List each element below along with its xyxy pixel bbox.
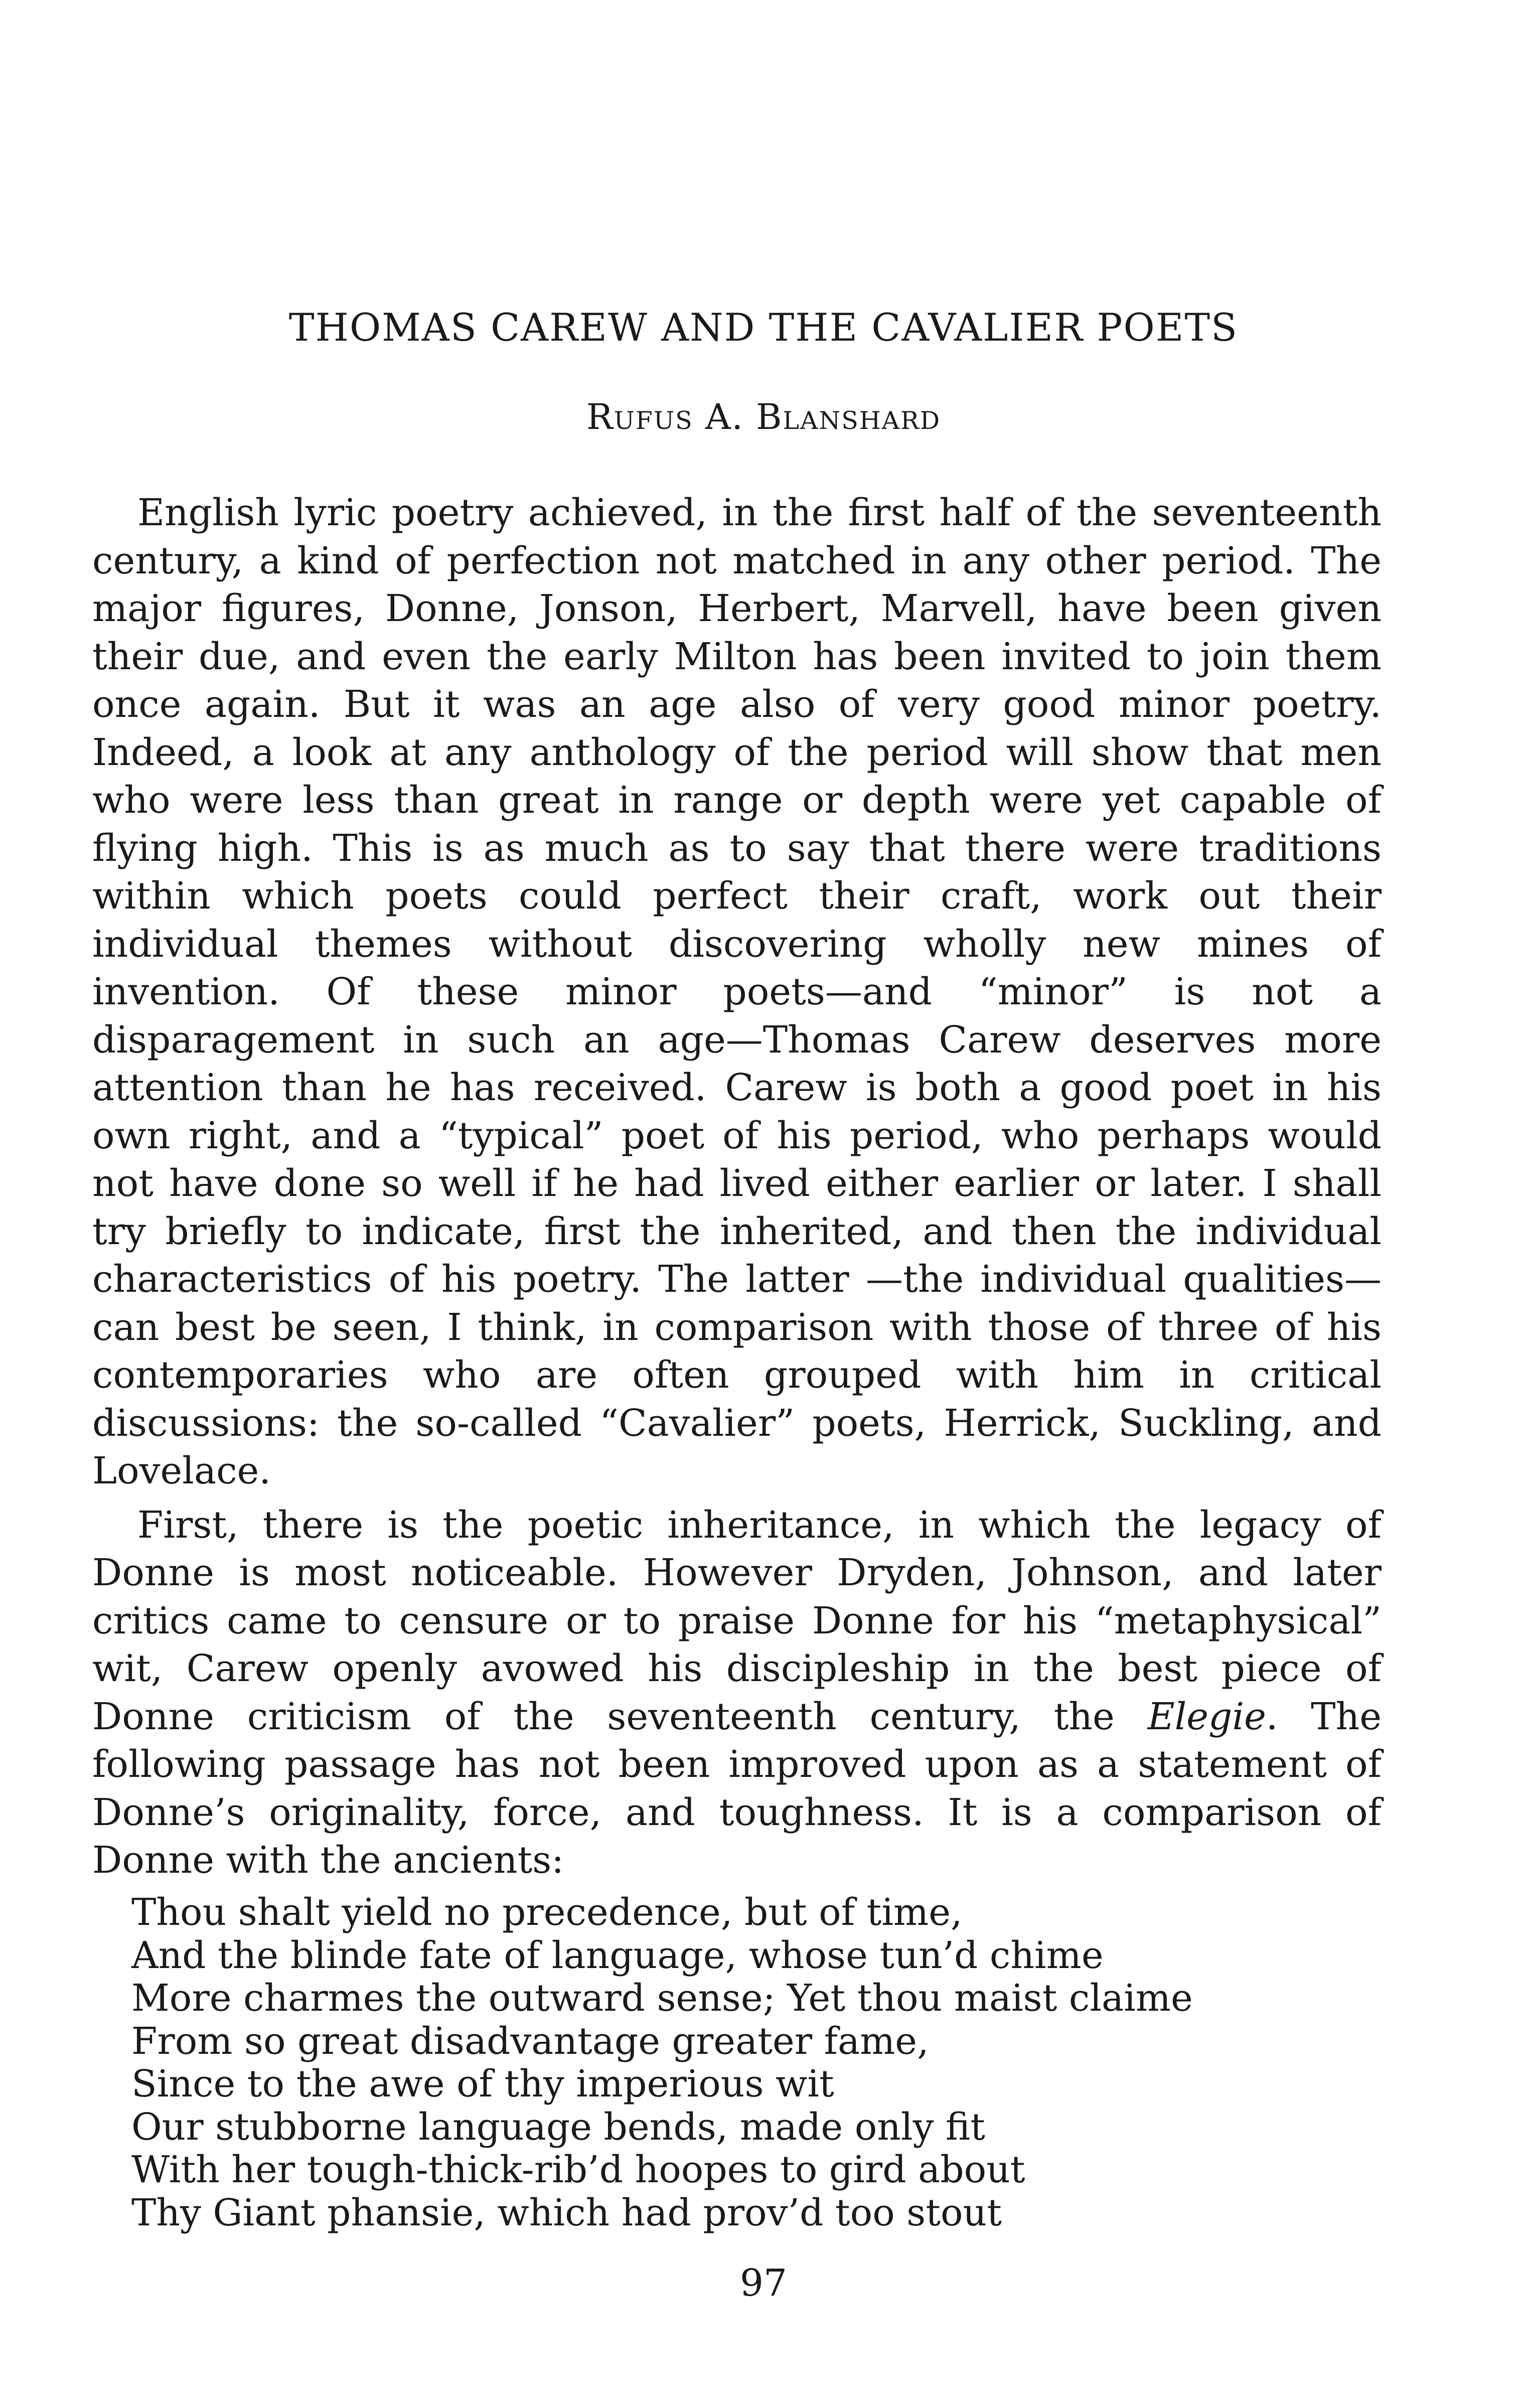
paragraph-2-text-a: First, there is the poetic inheritance, in which the legacy of Donne is most noticeable. However Dryden, Johnson, and later critics came to censure or to praise Donne for his “metaphysical” wit, Carew openly avowed his discipleship in the best piece of Donne criticism of the seventeenth century, the [92,1503,1382,1738]
verse-line: From so great disadvantage greater fame, [131,2019,929,2063]
article-author: Rufus A. Blanshard [586,396,941,437]
article-body [92,489,1382,1885]
verse-line: With her tough-thick-rib’d hoopes to gird about [131,2148,1025,2191]
page-number: 97 [739,2262,788,2305]
paragraph-1: English lyric poetry achieved, in the first half of the seventeenth century, a kind of perfection not matched in any other period. The major figures, Donne, Jonson, Herbert, Marvell, have been given their due, and even the early Milton has been invited to join them once again. But it was an age also of very good minor poetry. Indeed, a look at any anthology of the period will show that men who were less than great in range or depth were yet capable of flying high. This is as much as to say that there were traditions within which poets could perfect their craft, work out their individual themes without discovering wholly new mines of invention. Of these minor poets—and “minor” is not a disparagement in such an age—Thomas Carew deserves more attention than he has received. Carew is both a good poet in his own right, and a “typical” poet of his period, who perhaps would not have done so well if he had lived either earlier or later. I shall try briefly to indicate, first the inherited, and then the individual characteristics of his poetry. The latter —the individual qualities—can best be seen, I think, in comparison with those of three of his contemporaries who are often grouped with him in critical discussions: the so-called “Cavalier” poets, Herrick, Suckling, and Lovelace. [92,491,1382,1492]
verse-line: Thou shalt yield no precedence, but of time, [131,1891,963,1934]
verse-line: And the blinde fate of language, whose tun’d chime [131,1933,1104,1977]
paragraph-2-text-b: . The following passage has not been improved upon as a statement of Donne’s originality, force, and toughness. It is a comparison of Donne with the ancients: [92,1695,1382,1882]
article-title: THOMAS CAREW AND THE CAVALIER POETS [288,305,1239,350]
verse-line: Thy Giant phansie, which had prov’d too stout [131,2191,1002,2234]
verse-line: More charmes the outward sense; Yet thou maist claime [131,1977,1193,2020]
verse-line: Since to the awe of thy imperious wit [131,2062,834,2105]
verse-line: Our stubborne language bends, made only fit [131,2105,985,2149]
verse-quotation [131,1891,1360,2234]
elegie-title: Elegie [1147,1695,1266,1738]
paragraph-2 [92,1501,1382,1885]
